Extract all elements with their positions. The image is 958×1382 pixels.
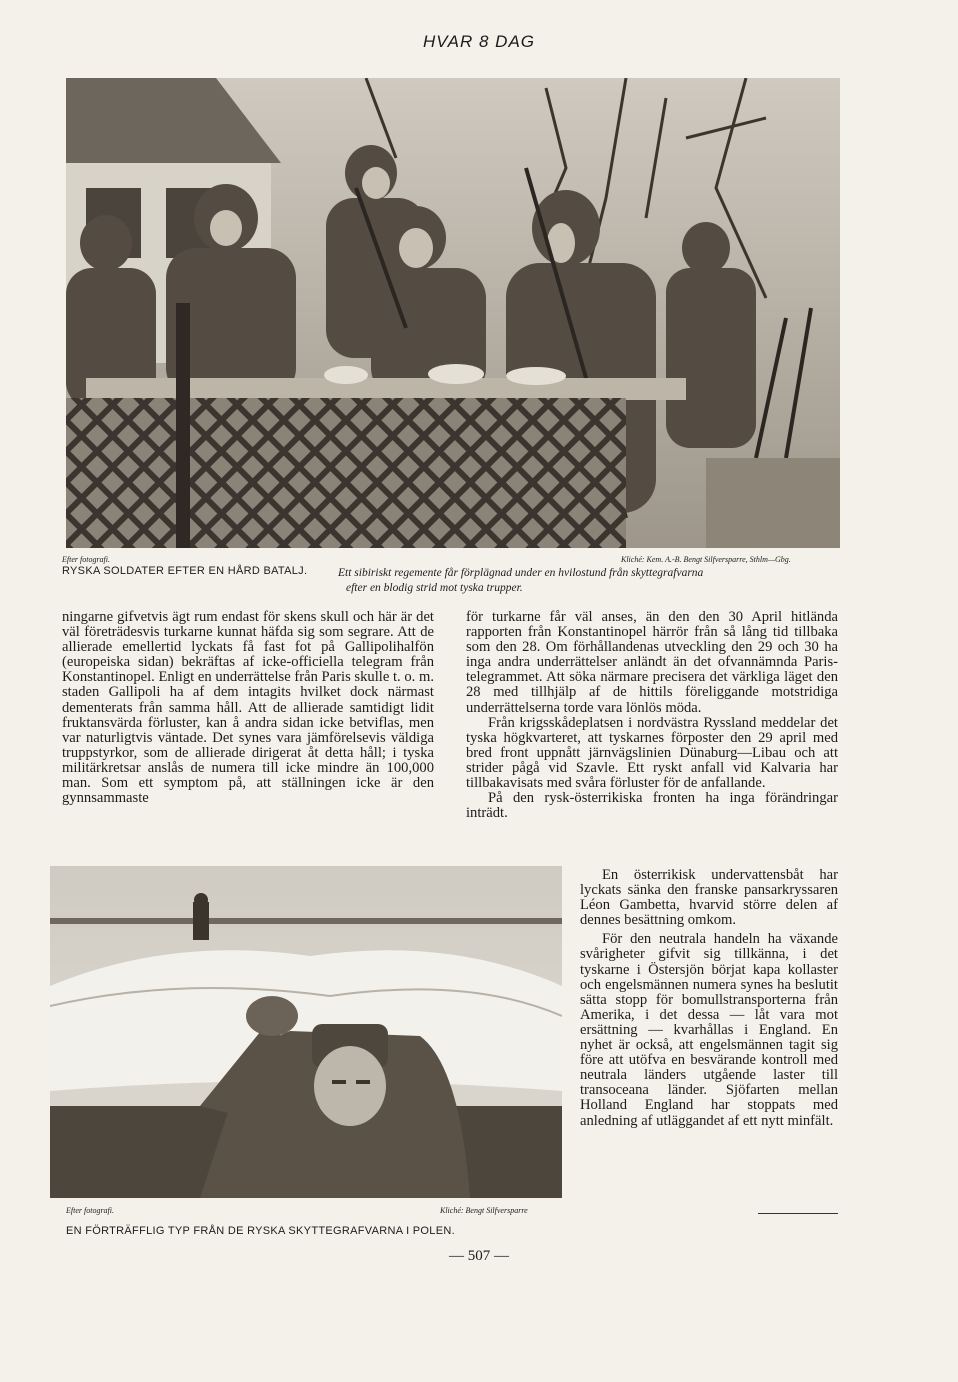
photo-soldiers-image: [66, 78, 840, 548]
photo-top-credit-left: Efter fotografi.: [62, 555, 110, 564]
right-article-column-bottom: [580, 868, 838, 1129]
masthead-title: HVAR 8 DAG: [422, 32, 536, 51]
photo-bottom-credit-right: Kliché: Bengt Silfversparre: [440, 1206, 528, 1215]
right-article-column-top: [466, 610, 838, 821]
right-paragraph-3: På den rysk-österrikiska fronten ha inga förändringar inträdt.: [466, 790, 838, 822]
photo-trench-soldier: [50, 866, 562, 1198]
photo-bottom-credit-left: Efter fotografi.: [66, 1206, 114, 1215]
photo-top-caption-caps: RYSKA SOLDATER EFTER EN HÅRD BATALJ.: [62, 565, 308, 577]
photo-bottom-caption: EN FÖRTRÄFFLIG TYP FRÅN DE RYSKA SKYTTEGRAFVARNA I POLEN.: [66, 1225, 455, 1237]
photo-russian-soldiers: [66, 78, 840, 548]
photo-top-caption-italic-1: Ett sibiriskt regemente får förplägnad under en hvilostund från skyttegrafvarna: [338, 567, 704, 579]
photo-trench-image: [50, 866, 562, 1198]
photo-top-credit-right: Kliché: Kem. A.-B. Bengt Silfversparre, Sthlm—Gbg.: [621, 555, 791, 564]
left-paragraph-1: ningarne gifvetvis ägt rum endast för skens skull och här är det väl företrädesvis turkarne kunnat häfda sig som segrare. Att de allierade emellertid lyckats få fast fot på Gallipolihalfön (europeiska sidan) bekräftas af icke-officiella telegram från Konstantinopel. Enligt en underrättelse från Paris skulle t. o. m. staden Gallipoli ha af dem intagits hvilket dock närmast dementerats från samma håll. Att de allierade samtidigt lidit fruktansvärda förluster, kan å andra sidan icke betviflas, men var naturligtvis väntade. Det synes vara jämförelsevis väldiga truppstyrkor, som de allierade dirigerat åt detta håll; i tyska militärkretsar anslås de numera till icke mindre än 100,000 man. Som ett symptom på, att ställningen icke är den gynnsammaste: [62, 609, 434, 807]
right-paragraph-2: Från krigsskådeplatsen i nordvästra Ryssland meddelar det tyska högkvarteret, att tyskarnes förposter den 29 april med bred front uppnått järnvägslinien Dünaburg—Libau och att strider pågå vid Szavle. Ett ryskt anfall vid Kalvaria har tillbakavisats med svåra förluster för de anfallande.: [466, 714, 838, 792]
column-end-rule: [758, 1213, 838, 1214]
right-paragraph-1: för turkarne får väl anses, än den den 30 April hitlända rapporten från Konstantinopel härrör från så lång tid tillbaka som den 28. Om förhållandenas utveckling den 29 och 30 ha inga andra underrättelser anländt än det ofvannämnda Paris-telegrammet. Att söka närmare precisera det värkliga läget den 28 med tillhjälp af de hittils föreliggande motstridiga underrättelserna torde vara lönlös möda.: [466, 609, 838, 716]
right-paragraph-4: En österrikisk undervattensbåt har lyckats sänka den franske pansarkryssaren Léon Gambetta, hvarvid större delen af dennes besättning omkom.: [580, 867, 838, 929]
left-article-column: [62, 610, 434, 806]
photo-top-caption-italic-2: efter en blodig strid mot tyska trupper.: [346, 582, 523, 594]
page-number: — 507 —: [449, 1248, 509, 1264]
right-paragraph-5: För den neutrala handeln ha växande svårigheter gifvit sig tillkänna, i det tyskarne i Östersjön börjat kapa kollaster och engelsmännen numera synes ha beslutit sätta stopp för bomullstransporterna från Amerika, i det dessa — låt vara mot ersättning — kvarhållas i England. En nyhet är också, att engelsmännen tagit sig före att utöfva en besvärande kontroll med neutrala länders utgående laster till transoceana länder. Sjöfarten mellan Holland England har stoppats med anledning af utläggandet af ett nytt minfält.: [580, 931, 838, 1129]
